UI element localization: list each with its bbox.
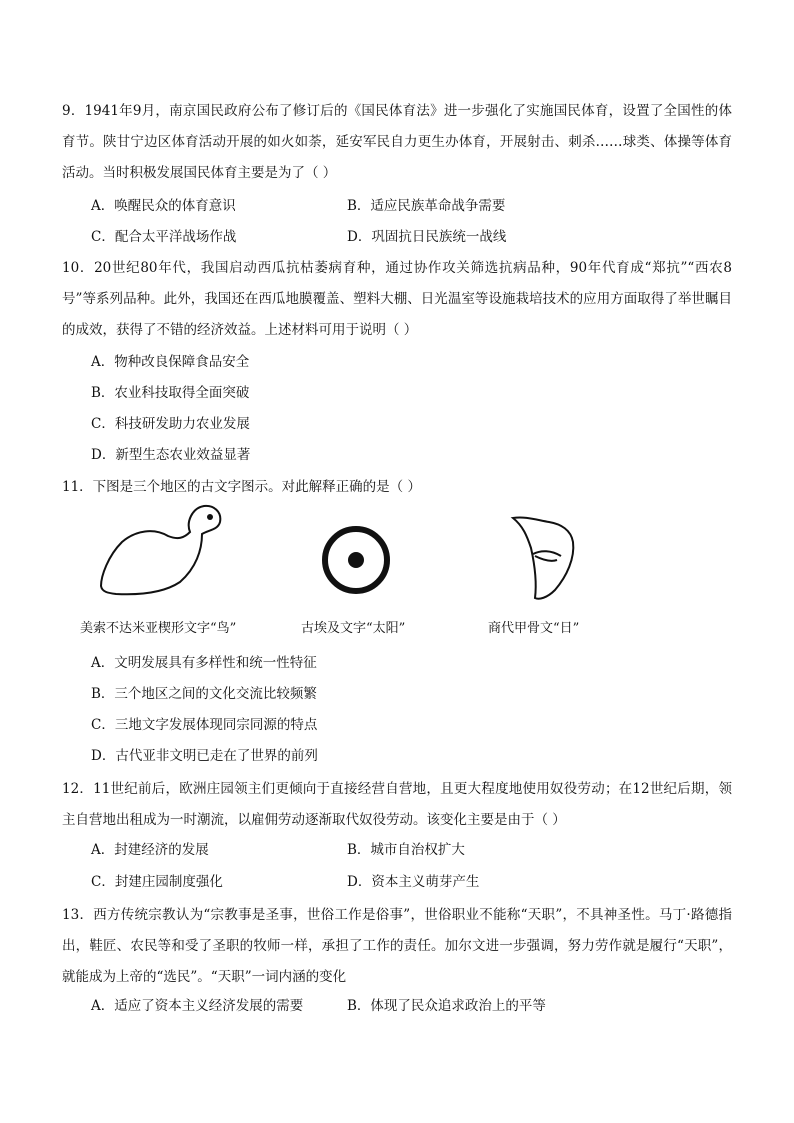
- question-11-option-d: D．古代亚非文明已走在了世界的前列: [91, 748, 318, 764]
- question-11-stem: 11．下图是三个地区的古文字图示。对此解释正确的是（ ）: [62, 479, 421, 495]
- figure-caption-sun: 古埃及文字“太阳”: [301, 621, 406, 636]
- question-9-option-b: B．适应民族革命战争需要: [347, 198, 506, 214]
- cuneiform-bird-figure: [98, 500, 228, 600]
- question-12-option-a: A．封建经济的发展: [91, 842, 209, 858]
- question-11-option-a: A．文明发展具有多样性和统一性特征: [91, 655, 317, 671]
- figure-caption-bird: 美索不达米亚楔形文字“鸟”: [80, 621, 237, 636]
- question-10-option-d: D．新型生态农业效益显著: [91, 447, 251, 463]
- question-10-option-b: B．农业科技取得全面突破: [91, 385, 250, 401]
- question-11-option-c: C．三地文字发展体现同宗同源的特点: [91, 717, 318, 733]
- question-12-option-b: B．城市自治权扩大: [347, 842, 465, 858]
- question-9-option-c: C．配合太平洋战场作战: [91, 229, 237, 245]
- question-12-stem: 12．11世纪前后，欧洲庄园领主们更倾向于直接经营自营地，且更大程度地使用奴役劳动；在12世纪后期，领主自营地出租成为一时潮流，以雇佣劳动逐渐取代奴役劳动。该变化主要是由于（ ）: [62, 781, 732, 828]
- question-9-option-d: D．巩固抗日民族统一战线: [347, 229, 507, 245]
- question-13-option-b: B．体现了民众追求政治上的平等: [347, 998, 546, 1014]
- question-11-option-b: B．三个地区之间的文化交流比较频繁: [91, 686, 317, 702]
- question-10-option-a: A．物种改良保障食品安全: [91, 354, 250, 370]
- question-9-option-a: A．唤醒民众的体育意识: [91, 198, 236, 214]
- question-13-option-a: A．适应了资本主义经济发展的需要: [91, 998, 304, 1014]
- question-9-stem: 9．1941年9月，南京国民政府公布了修订后的《国民体育法》进一步强化了实施国民体育，设置了全国性的体育节。陕甘宁边区体育活动开展的如火如荼，延安军民自力更生办体育，开展射击、刺杀……球类、体操等体育活动。当时积极发展国民体育主要是为了（ ）: [62, 103, 732, 181]
- figure-caption-ri: 商代甲骨文“日”: [488, 621, 580, 636]
- oracle-bone-sun-figure: [505, 512, 585, 607]
- egyptian-sun-figure: [316, 525, 396, 600]
- question-10-option-c: C．科技研发助力农业发展: [91, 416, 250, 432]
- question-12-option-d: D．资本主义萌芽产生: [347, 874, 480, 890]
- question-10-stem: 10．20世纪80年代，我国启动西瓜抗枯萎病育种，通过协作攻关筛选抗病品种，90年代育成“郑抗”“西农8号”等系列品种。此外，我国还在西瓜地膜覆盖、塑料大棚、日光温室等设施栽培技术的应用方面取得了举世瞩目的成效，获得了不错的经济效益。上述材料可用于说明（ ）: [62, 260, 732, 338]
- question-12-option-c: C．封建庄园制度强化: [91, 874, 223, 890]
- question-13-stem: 13．西方传统宗教认为“宗教事是圣事，世俗工作是俗事”，世俗职业不能称“天职”，不具神圣性。马丁·路德指出，鞋匠、农民等和受了圣职的牧师一样，承担了工作的责任。加尔文进一步强调，努力劳作就是履行“天职”，就能成为上帝的“选民”。“天职”一词内涵的变化: [62, 907, 732, 985]
